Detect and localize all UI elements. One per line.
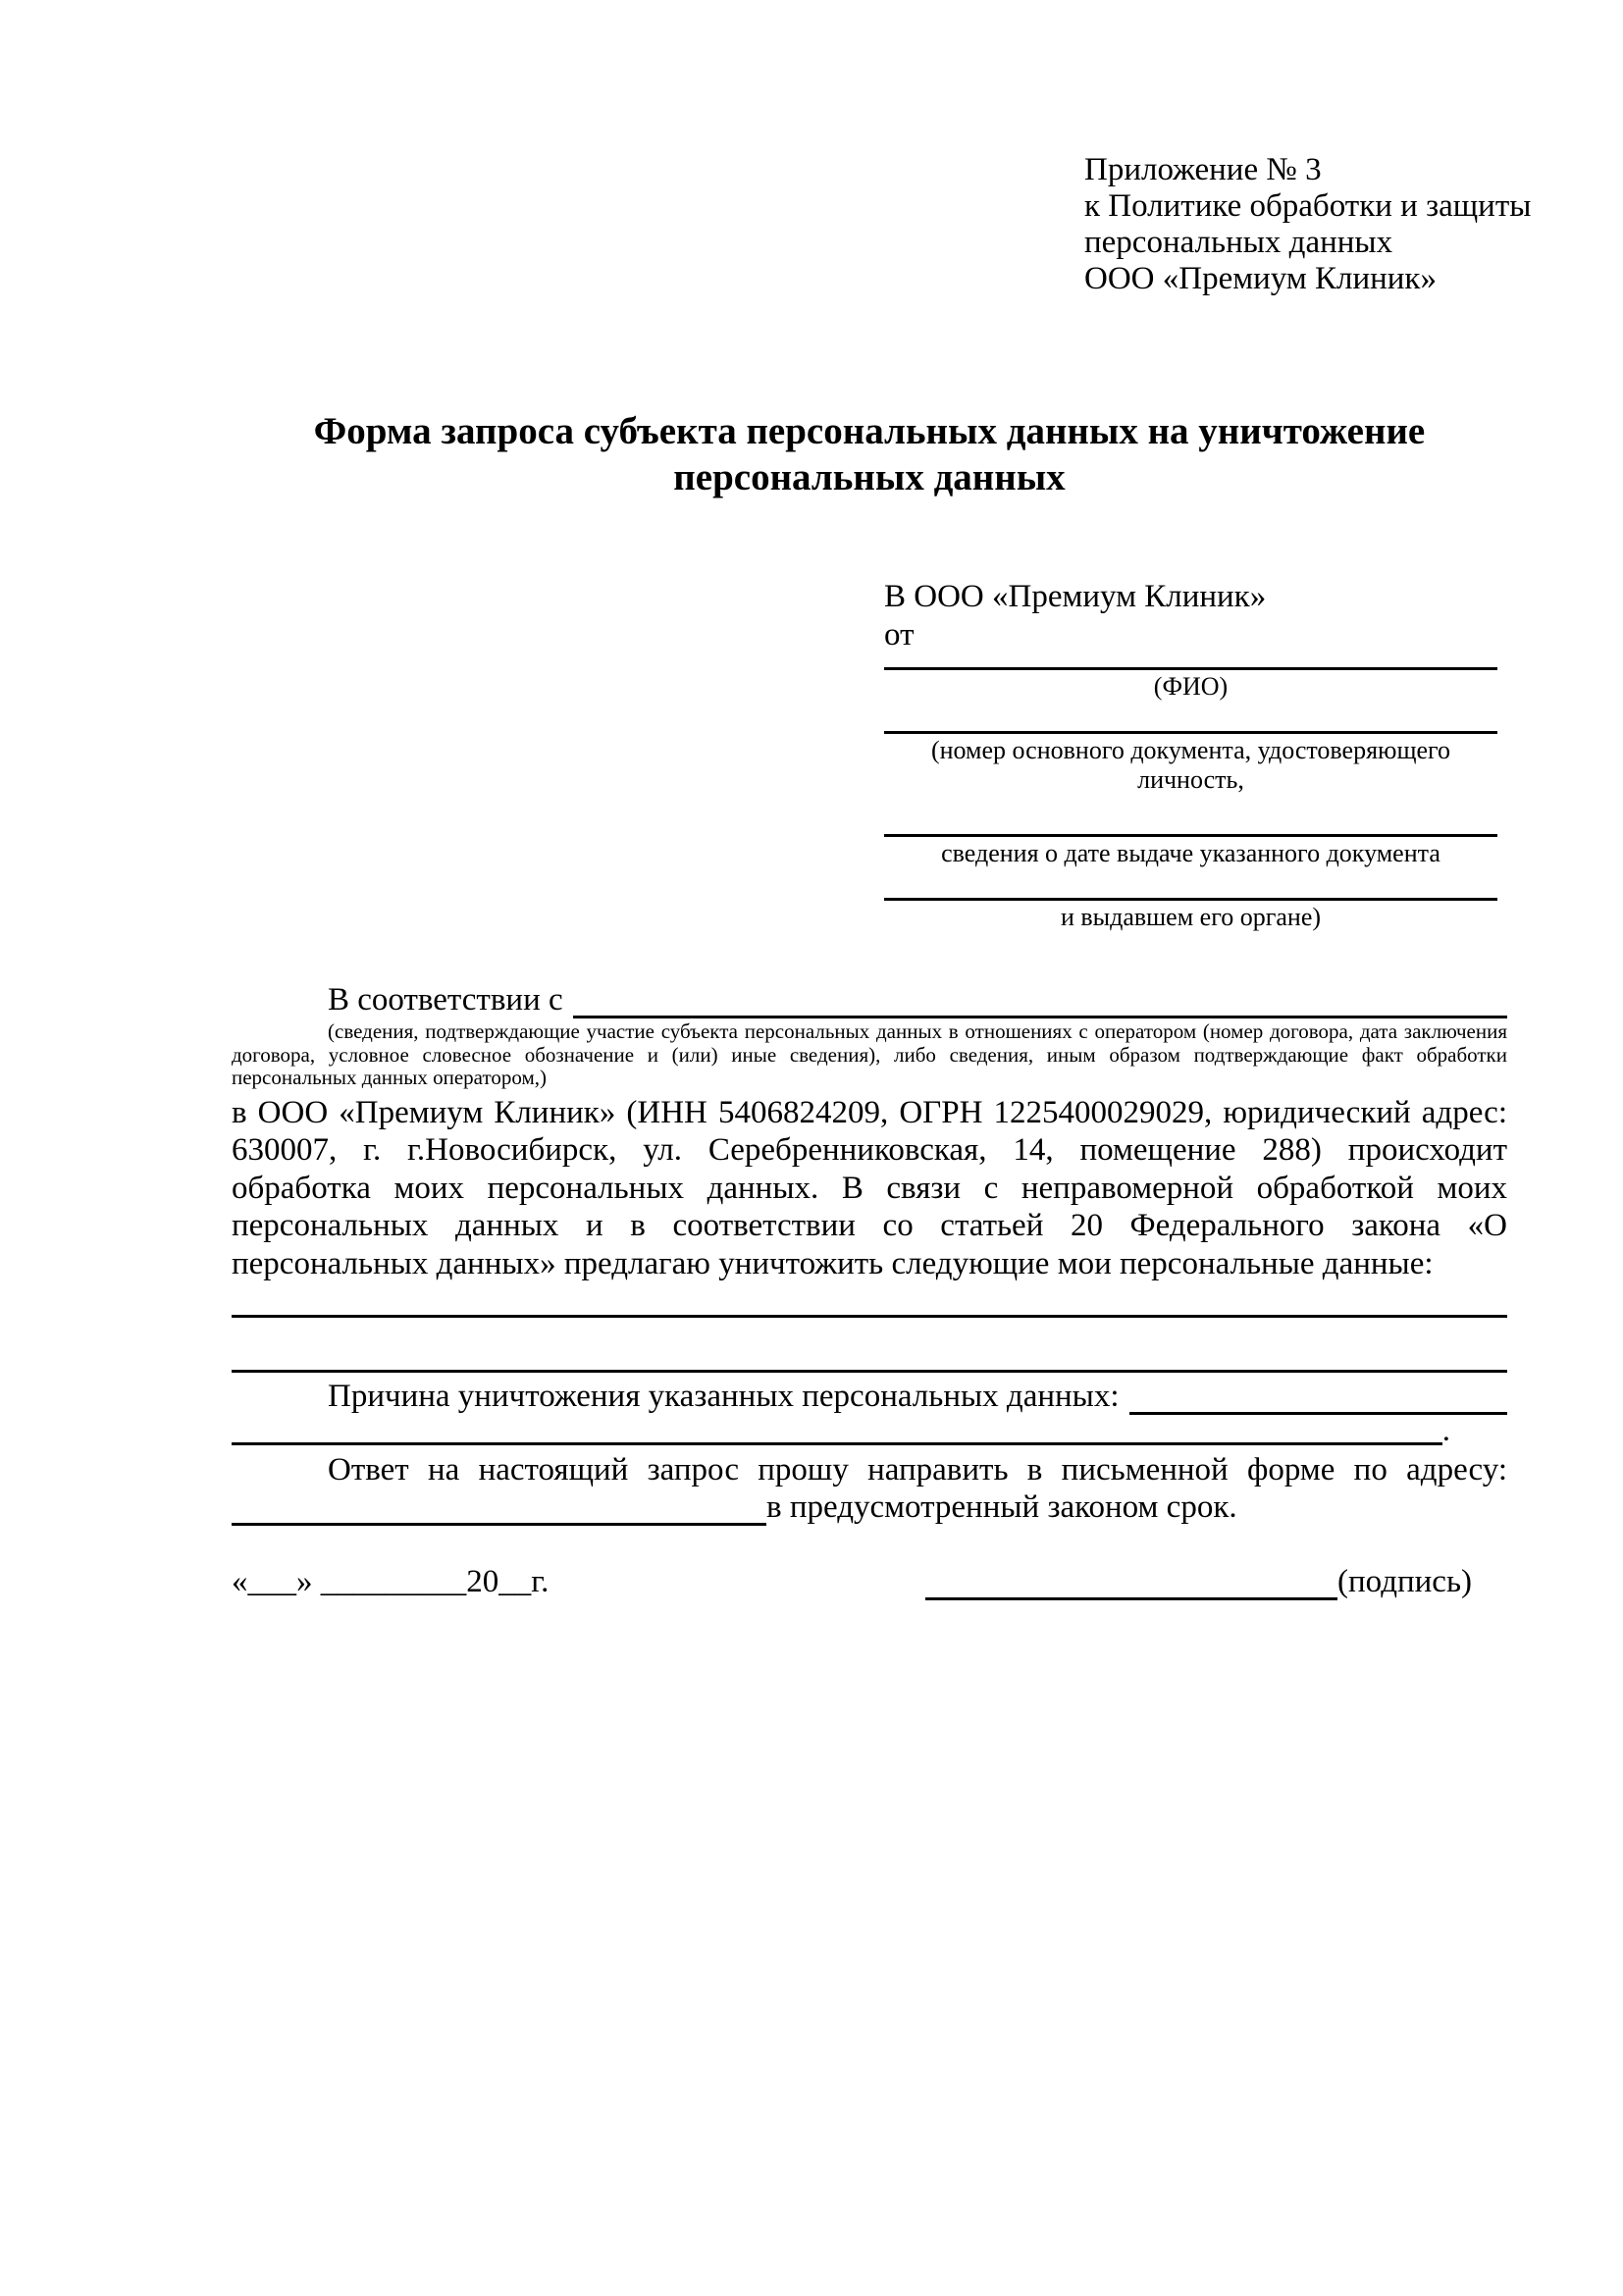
reason-label: Причина уничтожения указанных персональных данных: bbox=[328, 1379, 1120, 1414]
main-paragraph: в ООО «Премиум Клиник» (ИНН 5406824209, ОГРН 1225400029029, юридический адрес: 630007, г. г.Новосибирск, ул. Серебренниковская, 14, помещение 288) происходит обработка моих персональных данных. В связи с неправомерной обработкой моих персональных данных и в соответствии со статьей 20 Федерального закона «О персональных данных» предлагаю уничтожить следующие мои персональные данные: bbox=[232, 1094, 1507, 1281]
accordance-blank-line bbox=[573, 986, 1507, 1018]
accordance-prefix: В соответствии с bbox=[328, 982, 563, 1018]
appendix-note bbox=[1084, 152, 1532, 297]
addressee-from: от bbox=[884, 617, 915, 652]
signature-group bbox=[925, 1563, 1472, 1600]
signature-caption: (подпись) bbox=[1337, 1564, 1472, 1599]
answer-address-blank-line bbox=[232, 1493, 766, 1526]
accordance-row bbox=[232, 981, 1507, 1018]
appendix-line: к Политике обработки и защиты bbox=[1084, 188, 1532, 224]
answer-tail-text: в предусмотренный законом срок. bbox=[766, 1489, 1237, 1525]
signature-blank-line bbox=[925, 1568, 1337, 1600]
personal-data-blank-line-1 bbox=[232, 1282, 1507, 1318]
doc-date-caption: сведения о дате выдаче указанного документа bbox=[941, 839, 1440, 867]
appendix-line: ООО «Премиум Клиник» bbox=[1084, 261, 1437, 296]
addressee-to: В ООО «Премиум Клиник» bbox=[884, 579, 1267, 614]
fio-caption: (ФИО) bbox=[1153, 672, 1229, 701]
fio-field bbox=[884, 657, 1497, 702]
date-blank-text: «___» _________20__г. bbox=[232, 1564, 550, 1599]
doc-authority-field bbox=[884, 888, 1497, 932]
doc-number-caption: (номер основного документа, удостоверяющего личность, bbox=[930, 736, 1451, 794]
reason-line-period: . bbox=[1441, 1413, 1450, 1448]
reason-blank-line bbox=[1129, 1383, 1507, 1415]
document-title: Форма запроса субъекта персональных данных на уничтожение персональных данных bbox=[313, 410, 1426, 498]
reason-continuation-row bbox=[232, 1413, 1507, 1448]
doc-number-blank-line bbox=[884, 721, 1497, 734]
addressee-block bbox=[884, 579, 1497, 932]
document-content bbox=[232, 152, 1532, 1600]
doc-date-field bbox=[884, 824, 1497, 868]
date-signature-row bbox=[232, 1563, 1507, 1600]
appendix-line: персональных данных bbox=[1084, 225, 1393, 260]
doc-date-blank-line bbox=[884, 824, 1497, 837]
answer-continuation-row bbox=[232, 1488, 1507, 1526]
doc-authority-caption: и выдавшем его органе) bbox=[1060, 903, 1322, 931]
doc-number-field bbox=[884, 721, 1497, 795]
reason-continuation-blank-line bbox=[232, 1415, 1442, 1445]
doc-authority-blank-line bbox=[884, 888, 1497, 901]
appendix-line: Приложение № 3 bbox=[1084, 152, 1322, 187]
fio-blank-line bbox=[884, 657, 1497, 670]
personal-data-blank-line-2 bbox=[232, 1318, 1507, 1373]
answer-paragraph: Ответ на настоящий запрос прошу направить в письменной форме по адресу: bbox=[328, 1452, 1507, 1487]
accordance-footnote: (сведения, подтверждающие участие субъекта персональных данных в отношениях с оператором (номер договора, дата заключения договора, условное словесное обозначение и (или) иные сведения), либо сведения, иным образом подтверждающие факт обработки персональных данных оператором,) bbox=[232, 1019, 1507, 1089]
reason-row bbox=[232, 1378, 1507, 1415]
